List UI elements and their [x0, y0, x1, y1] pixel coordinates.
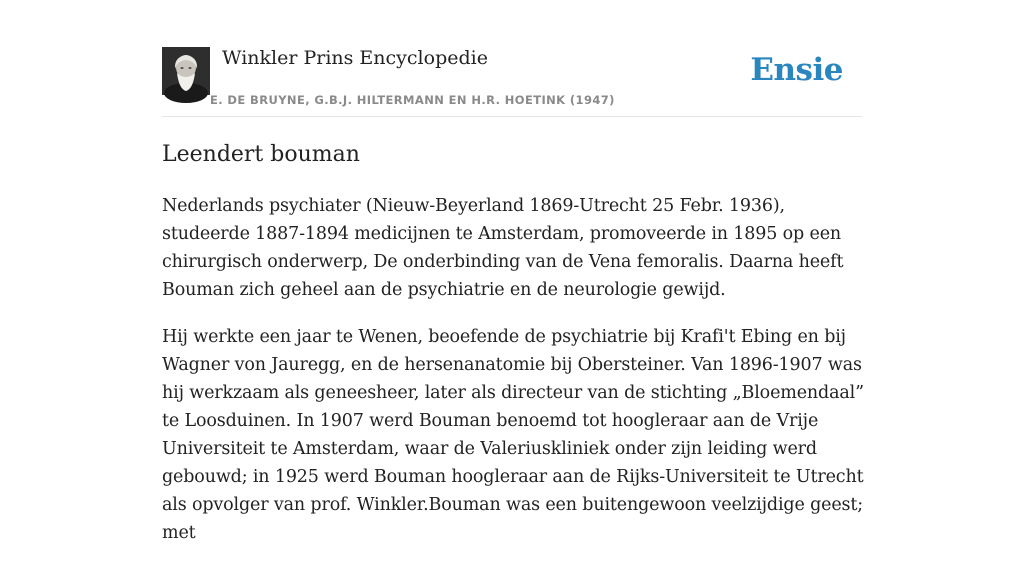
publication-header — [162, 46, 862, 117]
author-avatar[interactable] — [162, 47, 210, 95]
publication-authors: E. DE BRUYNE, G.B.J. HILTERMANN EN H.R. HOETINK (1947) — [210, 93, 615, 107]
article-paragraph: Nederlands psychiater (Nieuw-Beyerland 1869-Utrecht 25 Febr. 1936), studeerde 1887-1894 medicijnen te Amsterdam, promoveerde in 1895 op een chirurgisch onderwerp, De onderbinding van de Vena femoralis. Daarna heeft Bouman zich geheel aan de psychiatrie en de neurologie gewijd. — [162, 196, 844, 300]
bearded-man-portrait-icon — [162, 47, 210, 95]
publication-title[interactable]: Winkler Prins Encyclopedie — [222, 47, 488, 69]
ensie-logo-link[interactable]: Ensie — [750, 52, 843, 88]
article-paragraph: Hij werkte een jaar te Wenen, beoefende de psychiatrie bij Krafi't Ebing en bij Wagner von Jauregg, en de hersenanatomie bij Obersteiner. Van 1896-1907 was hij werkzaam als geneesheer, later als directeur van de stichting „Bloemendaal” te Loosduinen. In 1907 werd Bouman benoemd tot hoogleraar aan de Vrije Universiteit te Amsterdam, waar de Valeriuskliniek onder zijn leiding werd gebouwd; in 1925 werd Bouman hoogleraar aan de Rijks-Universiteit te Utrecht als opvolger van prof. Winkler.Bouman was een buitengewoon veelzijdige geest; met — [162, 327, 864, 543]
article-title: Leendert bouman — [162, 142, 360, 167]
article-body — [162, 192, 866, 566]
